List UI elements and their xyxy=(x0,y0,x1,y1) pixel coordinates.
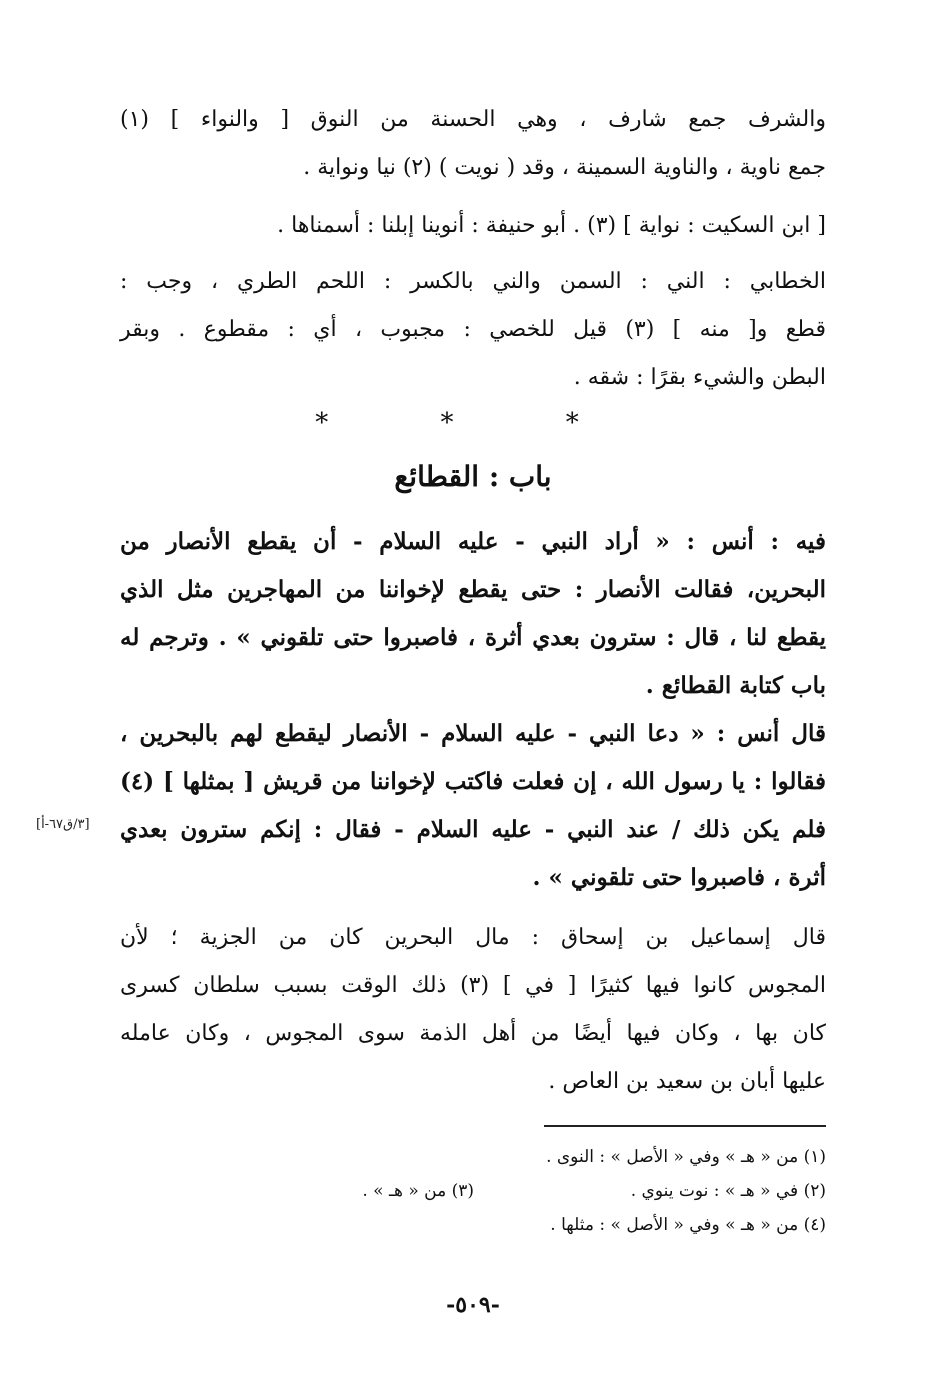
section-separator-stars: * * * xyxy=(315,408,631,438)
text-line: يقطع لنا ، قال : سترون بعدي أثرة ، فاصبروا حتى تلقوني » . وترجم له xyxy=(120,624,826,651)
paragraph-sharf xyxy=(120,96,826,192)
paragraph-ibn-sikkit xyxy=(120,202,826,250)
text-line: والشرف جمع شارف ، وهي الحسنة من النوق [ والنواء ] (١) xyxy=(120,107,826,132)
footnote-separator xyxy=(544,1125,826,1127)
chapter-title: باب : القطائع xyxy=(394,460,552,493)
text-line: فيه : أنس : « أراد النبي - عليه السلام - أن يقطع الأنصار من xyxy=(120,528,826,555)
manuscript-folio-reference: [٣/ق٦٧-أ] xyxy=(36,817,90,832)
page-number: -٥٠٩- xyxy=(446,1292,500,1318)
text-line: أثرة ، فاصبروا حتى تلقوني » . xyxy=(532,864,826,891)
text-line: قال إسماعيل بن إسحاق : مال البحرين كان من الجزية ؛ لأن xyxy=(120,925,826,950)
text-line: فقالوا : يا رسول الله ، إن فعلت فاكتب لإخواننا من قريش [ بمثلها ] (٤) xyxy=(120,768,826,795)
text-line: باب كتابة القطائع . xyxy=(645,672,826,699)
text-line: عليها أبان بن سعيد بن العاص . xyxy=(548,1069,826,1094)
text-line: قال أنس : « دعا النبي - عليه السلام - الأنصار ليقطع لهم بالبحرين ، xyxy=(120,720,826,747)
paragraph-anas-1 xyxy=(120,518,826,710)
paragraph-ismail xyxy=(120,914,826,1106)
text-line: جمع ناوية ، والناوية السمينة ، وقد ( نويت ) (٢) نيا ونواية . xyxy=(303,155,826,180)
text-line: قطع و[ منه ] (٣) قيل للخصي : مجبوب ، أي : مقطوع . وبقر xyxy=(120,317,826,342)
footnote-4: (٤) من « هـ » وفي « الأصل » : مثلها . xyxy=(550,1215,826,1235)
footnote-2: (٢) في « هـ » : نوت ينوي . xyxy=(630,1181,826,1201)
text-line: [ ابن السكيت : نواية ] (٣) . أبو حنيفة : أنوينا إبلنا : أسمناها . xyxy=(277,213,826,238)
text-line: الخطابي : الني : السمن والني بالكسر : اللحم الطري ، وجب : xyxy=(120,269,826,294)
paragraph-khattabi xyxy=(120,258,826,402)
text-line: كان بها ، وكان فيها أيضًا من أهل الذمة سوى المجوس ، وكان عامله xyxy=(120,1021,826,1046)
paragraph-anas-2 xyxy=(120,710,826,902)
footnote-1: (١) من « هـ » وفي « الأصل » : النوى . xyxy=(546,1147,826,1167)
text-line: البطن والشيء بقرًا : شقه . xyxy=(573,365,826,390)
text-line: فلم يكن ذلك / عند النبي - عليه السلام - فقال : إنكم سترون بعدي xyxy=(120,816,826,843)
text-line: البحرين، فقالت الأنصار : حتى يقطع لإخواننا من المهاجرين مثل الذي xyxy=(120,576,826,603)
footnote-3: (٣) من « هـ » . xyxy=(362,1181,474,1201)
text-line: المجوس كانوا فيها كثيرًا [ في ] (٣) ذلك الوقت بسبب سلطان كسرى xyxy=(120,973,826,998)
